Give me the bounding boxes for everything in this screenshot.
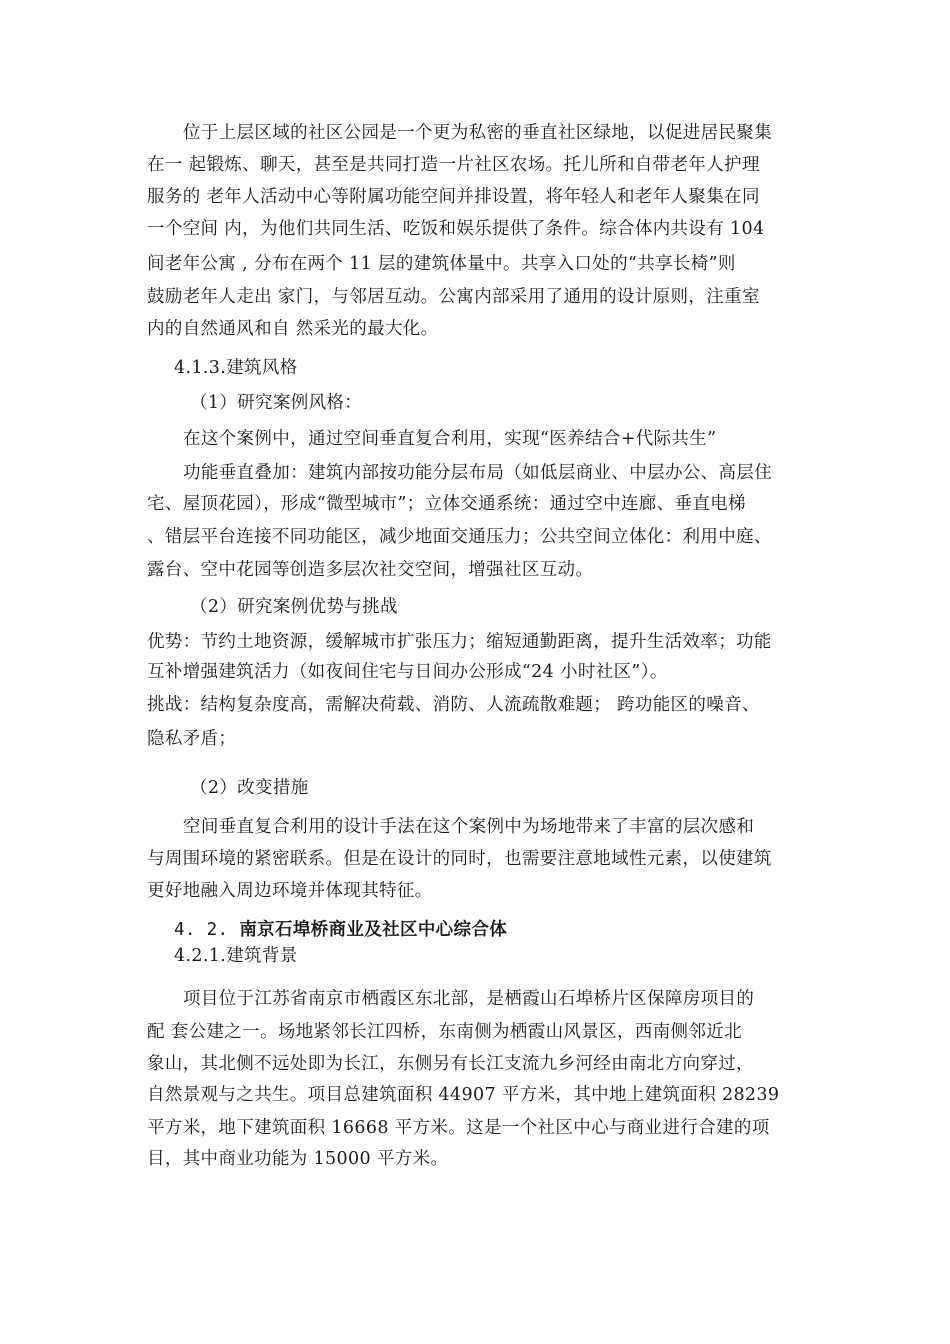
- subsection-heading: （2）研究案例优势与挑战: [190, 597, 398, 617]
- paragraph-line: 目，其中商业功能为 15000 平方米。: [147, 1149, 449, 1169]
- paragraph-line: 宅、屋顶花园），形成“微型城市”；立体交通系统：通过空中连廊、垂直电梯: [147, 494, 746, 514]
- paragraph-line: 位于上层区域的社区公园是一个更为私密的垂直社区绿地，以促进居民聚集: [183, 123, 773, 143]
- paragraph-line: 间老年公寓 , 分布在两个 11 层的建筑体量中。共享入口处的“共享长椅”则: [147, 254, 736, 274]
- paragraph-line: 项目位于江苏省南京市栖霞区东北部，是栖霞山石埠桥片区保障房项目的: [183, 989, 755, 1009]
- section-heading: 4.2.1.建筑背景: [174, 946, 298, 966]
- section-heading: 4.1.3.建筑风格: [174, 358, 298, 378]
- paragraph-line: 挑战：结构复杂度高，需解决荷载、消防、人流疏散难题； 跨功能区的噪音、: [147, 695, 760, 715]
- paragraph-line: 空间垂直复合利用的设计手法在这个案例中为场地带来了丰富的层次感和: [183, 817, 755, 837]
- paragraph-line: 内的自然通风和自 然采光的最大化。: [147, 319, 439, 339]
- section-number: 4. 2.: [174, 920, 240, 940]
- paragraph-line: 露台、空中花园等创造多层次社交空间，增强社区互动。: [147, 560, 594, 580]
- subsection-heading: （1）研究案例风格：: [190, 393, 363, 413]
- paragraph-line: 在一 起锻炼、聊天，甚至是共同打造一片社区农场。托儿所和自带老年人护理: [147, 155, 760, 175]
- paragraph-line: 更好地融入周边环境并体现其特征。: [147, 881, 433, 901]
- paragraph-line: 一个空间 内，为他们共同生活、吃饭和娱乐提供了条件。综合体内共设有 104: [147, 219, 765, 239]
- paragraph-line: 互补增强建筑活力（如夜间住宅与日间办公形成“24 小时社区”）。: [147, 662, 668, 682]
- paragraph-line: 象山，其北侧不远处即为长江，东侧另有长江支流九乡河经由南北方向穿过，: [147, 1054, 754, 1074]
- paragraph-line: 服务的 老年人活动中心等附属功能空间并排设置，将年轻人和老年人聚集在同: [147, 187, 760, 207]
- paragraph-line: 平方米，地下建筑面积 16668 平方米。这是一个社区中心与商业进行合建的项: [147, 1118, 770, 1138]
- section-title: [174, 917, 507, 943]
- paragraph-line: 鼓励老年人走出 家门，与邻居互动。公寓内部采用了通用的设计原则，注重室: [147, 287, 760, 307]
- paragraph-line: 功能垂直叠加：建筑内部按功能分层布局（如低层商业、中层办公、高层住: [183, 463, 773, 483]
- paragraph-line: 自然景观与之共生。项目总建筑面积 44907 平方米，其中地上建筑面积 28239: [147, 1085, 780, 1105]
- paragraph-line: 优势：节约土地资源，缓解城市扩张压力；缩短通勤距离，提升生活效率；功能: [147, 632, 772, 652]
- paragraph-line: 隐私矛盾；: [147, 729, 237, 749]
- paragraph-line: 、错层平台连接不同功能区，减少地面交通压力；公共空间立体化：利用中庭、: [147, 527, 772, 547]
- paragraph-line: 与周围环境的紧密联系。但是在设计的同时，也需要注意地域性元素，以使建筑: [147, 849, 772, 869]
- subsection-heading: （2）改变措施: [190, 778, 309, 798]
- paragraph-line: 配 套公建之一。场地紧邻长江四桥，东南侧为栖霞山风景区，西南侧邻近北: [147, 1022, 742, 1042]
- paragraph-line: 在这个案例中，通过空间垂直复合利用，实现“医养结合+代际共生”: [183, 429, 717, 449]
- section-title-text: 南京石埠桥商业及社区中心综合体: [239, 920, 508, 940]
